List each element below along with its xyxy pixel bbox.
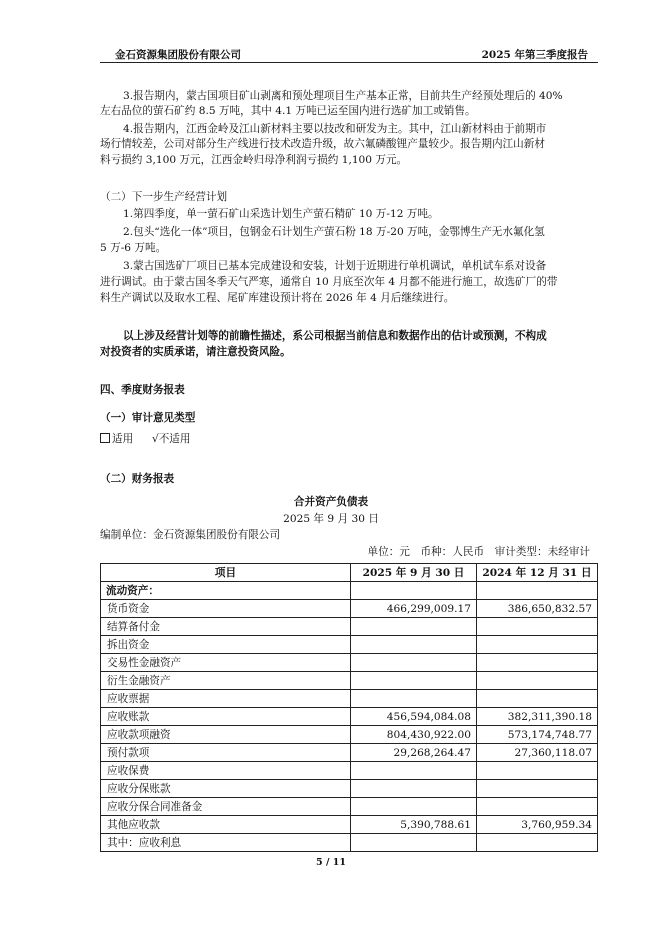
row-previous-value	[477, 690, 598, 708]
row-current-value: 466,299,009.17	[351, 600, 477, 618]
risk-warning-line-2: 对投资者的实质承诺，请注意投资风险。	[100, 346, 291, 358]
row-current-value	[351, 798, 477, 816]
row-previous-value	[477, 834, 598, 852]
row-item: 预付款项	[101, 744, 351, 762]
audit-opinion-options	[100, 432, 190, 446]
para-4-line-2: 场行情较差，公司对部分生产线进行技术改造升级，故六氟磷酸锂产量较少。报告期内江山新材	[100, 138, 545, 150]
page-header	[100, 44, 598, 63]
col-header-item: 项目	[101, 564, 351, 582]
col-header-previous: 2024 年 12 月 31 日	[477, 564, 598, 582]
section-row	[101, 582, 598, 600]
row-item: 拆出资金	[101, 636, 351, 654]
row-previous-value	[477, 654, 598, 672]
row-current-value: 5,390,788.61	[351, 816, 477, 834]
audit-not-applicable-label: √不适用	[151, 433, 191, 445]
plan-item-2-line-2: 5 万-6 万吨。	[100, 242, 167, 254]
row-current-value	[351, 636, 477, 654]
row-current-value	[351, 780, 477, 798]
statement-date: 2025 年 9 月 30 日	[283, 513, 379, 525]
plan-title: （二）下一步生产经营计划	[100, 191, 228, 203]
plan-item-1: 1.第四季度，单一萤石矿山采选计划生产萤石精矿 10 万-12 万吨。	[123, 208, 439, 220]
plan-item-3-line-3: 料生产调试以及取水工程、尾矿库建设预计将在 2026 年 4 月后继续进行。	[100, 292, 455, 304]
row-current-value	[351, 762, 477, 780]
section-4-heading: 四、季度财务报表	[100, 384, 185, 396]
table-row	[101, 816, 598, 834]
row-item: 应收款项融资	[101, 726, 351, 744]
table-row	[101, 600, 598, 618]
plan-item-3-line-1: 3.蒙古国选矿厂项目已基本完成建设和安装，计划于近期进行单机调试，单机试车系对设备	[123, 260, 547, 272]
table-row	[101, 618, 598, 636]
balance-sheet-table	[100, 563, 598, 852]
table-row	[101, 798, 598, 816]
row-current-value	[351, 834, 477, 852]
row-previous-value	[477, 762, 598, 780]
row-previous-value: 3,760,959.34	[477, 816, 598, 834]
statement-title: 合并资产负债表	[293, 496, 369, 508]
table-row	[101, 654, 598, 672]
statement-compiler: 编制单位：金石资源集团股份有限公司	[100, 529, 281, 541]
table-row	[101, 834, 598, 852]
row-previous-value: 27,360,118.07	[477, 744, 598, 762]
para-4-line-3: 料亏损约 3,100 万元，江西金岭归母净利润亏损约 1,100 万元。	[100, 154, 408, 166]
row-item: 衍生金融资产	[101, 672, 351, 690]
row-previous-value: 386,650,832.57	[477, 600, 598, 618]
row-item: 应收分保合同准备金	[101, 798, 351, 816]
table-row	[101, 744, 598, 762]
row-current-value: 29,268,264.47	[351, 744, 477, 762]
row-previous-value: 573,174,748.77	[477, 726, 598, 744]
table-row	[101, 672, 598, 690]
checkbox-icon	[100, 433, 110, 443]
row-previous-value	[477, 672, 598, 690]
row-current-value	[351, 654, 477, 672]
row-current-value: 456,594,084.08	[351, 708, 477, 726]
para-3-line-2: 左右品位的萤石矿约 8.5 万吨，其中 4.1 万吨已运至国内进行选矿加工或销售。	[100, 105, 476, 117]
row-item: 交易性金融资产	[101, 654, 351, 672]
table-row	[101, 762, 598, 780]
row-item: 应收票据	[101, 690, 351, 708]
table-row	[101, 726, 598, 744]
row-item: 货币资金	[101, 600, 351, 618]
plan-item-3-line-2: 进行调试。由于蒙古国冬季天气严寒，通常自 10 月底至次年 4 月都不能进行施工，故选矿厂的带	[100, 276, 558, 288]
row-current-value: 804,430,922.00	[351, 726, 477, 744]
audit-applicable-label: 适用	[112, 433, 134, 445]
table-row	[101, 708, 598, 726]
row-previous-value	[477, 780, 598, 798]
row-previous-value	[477, 798, 598, 816]
table-row	[101, 780, 598, 798]
header-company: 金石资源集团股份有限公司	[115, 49, 241, 61]
row-item: 其中：应收利息	[101, 834, 351, 852]
row-current-value	[351, 618, 477, 636]
row-item: 结算备付金	[101, 618, 351, 636]
statement-units: 单位：元 币种：人民币 审计类型：未经审计	[367, 546, 590, 558]
row-previous-value: 382,311,390.18	[477, 708, 598, 726]
para-3-line-1: 3.报告期内，蒙古国项目矿山剥离和预处理项目生产基本正常，目前共生产经预处理后的 40%	[123, 90, 563, 102]
para-4-line-1: 4.报告期内，江西金岭及江山新材料主要以技改和研发为主。其中，江山新材料由于前期市	[123, 123, 547, 135]
table-row	[101, 690, 598, 708]
row-current-value	[351, 672, 477, 690]
row-item: 应收账款	[101, 708, 351, 726]
row-previous-value	[477, 618, 598, 636]
table-header-row	[101, 564, 598, 582]
row-item: 应收分保账款	[101, 780, 351, 798]
row-item: 应收保费	[101, 762, 351, 780]
plan-item-2-line-1: 2.包头“选化一体”项目，包钢金石计划生产萤石粉 18 万-20 万吨，金鄂博生产无水氟化氢	[123, 226, 545, 238]
section-label: 流动资产：	[101, 582, 351, 600]
header-report-title: 2025 年第三季度报告	[481, 49, 588, 61]
financial-statements-heading: （二）财务报表	[100, 473, 175, 485]
page-number: 5 / 11	[316, 857, 346, 868]
row-item: 其他应收款	[101, 816, 351, 834]
risk-warning-line-1: 以上涉及经营计划等的前瞻性描述，系公司根据当前信息和数据作出的估计或预测，不构成	[123, 330, 547, 342]
table-row	[101, 636, 598, 654]
row-current-value	[351, 690, 477, 708]
row-previous-value	[477, 636, 598, 654]
audit-opinion-heading: （一）审计意见类型	[100, 412, 196, 424]
col-header-current: 2025 年 9 月 30 日	[351, 564, 477, 582]
